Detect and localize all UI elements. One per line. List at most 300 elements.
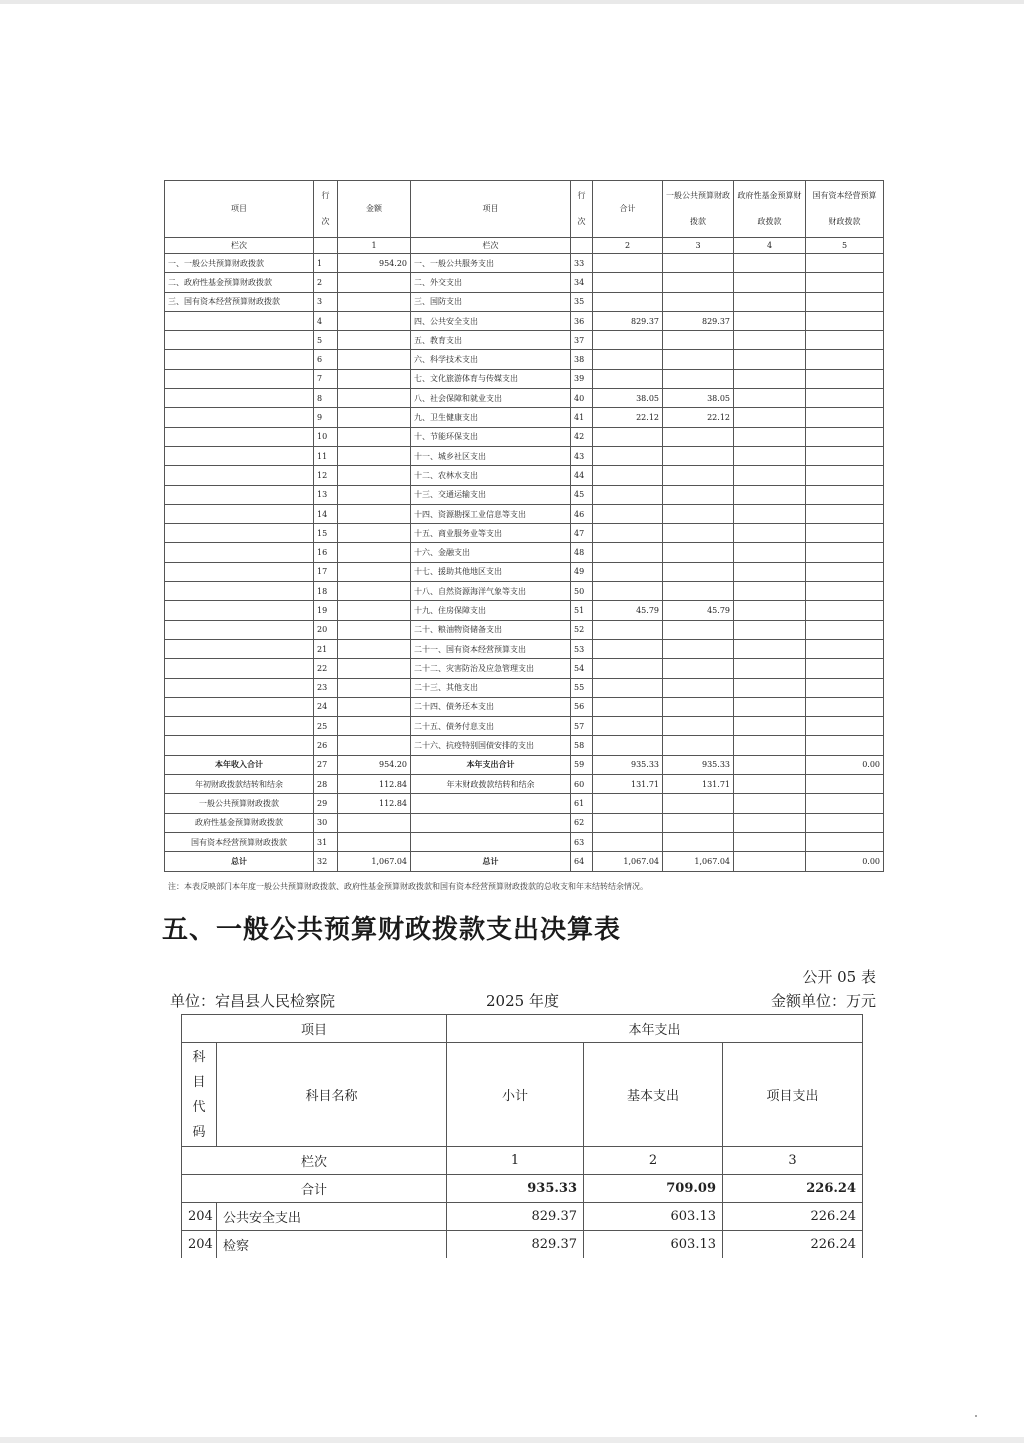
expense-item: 二十六、抗疫特别国债安排的支出 [411, 736, 571, 755]
line-number: 47 [571, 524, 593, 543]
line-number: 29 [314, 794, 338, 813]
expense-fund [734, 466, 806, 485]
income-amount [338, 736, 411, 755]
year-end-sum: 131.71 [593, 775, 663, 794]
expense-general [663, 292, 734, 311]
line-number: 11 [314, 446, 338, 465]
expense-general [663, 254, 734, 273]
expense-total [593, 292, 663, 311]
line-number: 17 [314, 562, 338, 581]
table-row [165, 427, 884, 446]
expense-item: 二十二、灾害防治及应急管理支出 [411, 659, 571, 678]
table2-total-row [182, 1175, 863, 1203]
expense-total [593, 427, 663, 446]
income-item [165, 427, 314, 446]
lanci-col-3: 3 [723, 1147, 863, 1175]
expense-item: 五、教育支出 [411, 331, 571, 350]
line-number: 23 [314, 678, 338, 697]
table-row [165, 717, 884, 736]
income-item: 一、一般公共预算财政拨款 [165, 254, 314, 273]
income-amount [338, 408, 411, 427]
basic-value: 603.13 [584, 1203, 723, 1231]
expense-total: 45.79 [593, 601, 663, 620]
expense-state [806, 582, 884, 601]
expense-general [663, 697, 734, 716]
header-project-expense: 项目支出 [723, 1043, 863, 1147]
expense-fund [734, 582, 806, 601]
line-number: 55 [571, 678, 593, 697]
expense-general [663, 273, 734, 292]
expense-fund [734, 408, 806, 427]
line-number: 15 [314, 524, 338, 543]
project-value: 226.24 [723, 1231, 863, 1259]
header-subject-code-text: 科目代码 [192, 1049, 206, 1140]
table-row [165, 273, 884, 292]
expense-state [806, 601, 884, 620]
subject-name: 公共安全支出 [217, 1203, 447, 1231]
fiscal-year: 2025 年度 [486, 992, 559, 1010]
income-item [165, 524, 314, 543]
section-title: 五、一般公共预算财政拨款支出决算表 [162, 915, 622, 945]
income-amount [338, 543, 411, 562]
income-item [165, 678, 314, 697]
income-amount [338, 562, 411, 581]
expense-item: 九、卫生健康支出 [411, 408, 571, 427]
expense-fund [734, 620, 806, 639]
line-number: 35 [571, 292, 593, 311]
expense-total-state: 0.00 [806, 755, 884, 774]
header-general-budget: 一般公共预算财政拨款 [663, 181, 734, 238]
income-total-amount: 954.20 [338, 755, 411, 774]
expense-state [806, 427, 884, 446]
table-row [165, 331, 884, 350]
expense-state [806, 697, 884, 716]
expense-fund [734, 311, 806, 330]
line-number: 5 [314, 331, 338, 350]
income-amount [338, 273, 411, 292]
table-row [165, 389, 884, 408]
expense-total [593, 446, 663, 465]
lanci-col-4: 4 [734, 238, 806, 254]
line-number: 40 [571, 389, 593, 408]
expense-fund [734, 697, 806, 716]
expense-fund [734, 485, 806, 504]
expense-total [593, 369, 663, 388]
subject-name: 检察 [217, 1231, 447, 1259]
expense-state [806, 446, 884, 465]
expense-state [806, 254, 884, 273]
income-item [165, 620, 314, 639]
income-amount [338, 369, 411, 388]
line-number: 12 [314, 466, 338, 485]
table2-lanci-row [182, 1147, 863, 1175]
grand-total-label-2: 总计 [411, 852, 571, 871]
line-number: 44 [571, 466, 593, 485]
line-number: 13 [314, 485, 338, 504]
income-item [165, 582, 314, 601]
expense-state [806, 350, 884, 369]
income-amount [338, 582, 411, 601]
expense-total-general: 935.33 [663, 755, 734, 774]
table-row [165, 408, 884, 427]
expense-fund [734, 543, 806, 562]
carryover-general-label: 一般公共预算财政拨款 [165, 794, 314, 813]
carryover-amount: 112.84 [338, 775, 411, 794]
income-amount [338, 466, 411, 485]
expense-fund [734, 427, 806, 446]
expense-total [593, 273, 663, 292]
page-edge-top [0, 0, 1024, 4]
general-budget-expenditure-table [181, 1014, 863, 1258]
table-row [165, 736, 884, 755]
total-basic: 709.09 [584, 1175, 723, 1203]
line-number: 8 [314, 389, 338, 408]
line-number: 31 [314, 832, 338, 851]
grand-total-sum: 1,067.04 [593, 852, 663, 871]
line-number: 20 [314, 620, 338, 639]
line-number: 28 [314, 775, 338, 794]
line-number: 61 [571, 794, 593, 813]
subject-code: 204 [182, 1231, 217, 1259]
expense-general [663, 659, 734, 678]
expense-total [593, 350, 663, 369]
line-number: 42 [571, 427, 593, 446]
expense-fund [734, 350, 806, 369]
income-amount [338, 292, 411, 311]
expense-general: 45.79 [663, 601, 734, 620]
expense-total: 22.12 [593, 408, 663, 427]
income-amount [338, 504, 411, 523]
table-row [165, 350, 884, 369]
expense-item: 二、外交支出 [411, 273, 571, 292]
lanci-col-2: 2 [584, 1147, 723, 1175]
carryover-label: 年初财政拨款结转和结余 [165, 775, 314, 794]
expense-item: 一、一般公共服务支出 [411, 254, 571, 273]
expense-item: 十八、自然资源海洋气象等支出 [411, 582, 571, 601]
expense-total [593, 582, 663, 601]
expense-general [663, 524, 734, 543]
header-subject-code [182, 1043, 217, 1147]
expense-general [663, 562, 734, 581]
line-number: 14 [314, 504, 338, 523]
expense-fund [734, 292, 806, 311]
income-amount [338, 678, 411, 697]
expense-total [593, 466, 663, 485]
header-line-2: 行次 [571, 181, 593, 238]
table-header-row [165, 181, 884, 238]
expense-total [593, 562, 663, 581]
year-end-general: 131.71 [663, 775, 734, 794]
total-subtotal: 935.33 [447, 1175, 584, 1203]
expense-general [663, 678, 734, 697]
expense-item: 二十一、国有资本经营预算支出 [411, 639, 571, 658]
expense-item: 三、国防支出 [411, 292, 571, 311]
grand-total-state: 0.00 [806, 852, 884, 871]
expense-item: 四、公共安全支出 [411, 311, 571, 330]
line-number: 62 [571, 813, 593, 832]
expense-general: 829.37 [663, 311, 734, 330]
expense-state [806, 292, 884, 311]
expense-general [663, 620, 734, 639]
expense-state [806, 331, 884, 350]
line-number: 49 [571, 562, 593, 581]
expense-state [806, 504, 884, 523]
expense-fund [734, 504, 806, 523]
total-label: 合计 [182, 1175, 447, 1203]
expense-general [663, 485, 734, 504]
expense-state [806, 273, 884, 292]
header-item-2: 项目 [411, 181, 571, 238]
line-number: 53 [571, 639, 593, 658]
line-number: 36 [571, 311, 593, 330]
line-number: 51 [571, 601, 593, 620]
expense-item: 十、节能环保支出 [411, 427, 571, 446]
expense-general: 38.05 [663, 389, 734, 408]
carryover-state-label: 国有资本经营预算财政拨款 [165, 832, 314, 851]
income-amount [338, 331, 411, 350]
header-item: 项目 [182, 1015, 447, 1043]
income-item: 二、政府性基金预算财政拨款 [165, 273, 314, 292]
expense-total-label: 本年支出合计 [411, 755, 571, 774]
income-item [165, 601, 314, 620]
expense-general [663, 717, 734, 736]
expense-state [806, 389, 884, 408]
expense-state [806, 466, 884, 485]
table-row [165, 311, 884, 330]
amount-unit: 金额单位：万元 [770, 992, 876, 1010]
line-number: 60 [571, 775, 593, 794]
scan-speck [975, 1415, 977, 1417]
expense-state [806, 369, 884, 388]
expense-state [806, 620, 884, 639]
line-number: 56 [571, 697, 593, 716]
income-amount [338, 524, 411, 543]
income-amount [338, 446, 411, 465]
project-value: 226.24 [723, 1203, 863, 1231]
line-number: 3 [314, 292, 338, 311]
expense-item: 六、科学技术支出 [411, 350, 571, 369]
line-number: 1 [314, 254, 338, 273]
expense-general [663, 427, 734, 446]
income-amount [338, 697, 411, 716]
income-amount [338, 485, 411, 504]
expense-item: 十九、住房保障支出 [411, 601, 571, 620]
lanci-col-1: 1 [447, 1147, 584, 1175]
expense-fund [734, 254, 806, 273]
table-row [165, 620, 884, 639]
expense-item: 七、文化旅游体育与传媒支出 [411, 369, 571, 388]
income-item [165, 466, 314, 485]
line-number: 25 [314, 717, 338, 736]
expense-fund [734, 524, 806, 543]
income-item [165, 389, 314, 408]
expense-state [806, 639, 884, 658]
expense-fund [734, 678, 806, 697]
expense-fund [734, 273, 806, 292]
table-row [165, 562, 884, 581]
income-item [165, 446, 314, 465]
expense-total [593, 254, 663, 273]
expense-general [663, 736, 734, 755]
expense-item: 二十五、债务付息支出 [411, 717, 571, 736]
grand-total-general: 1,067.04 [663, 852, 734, 871]
income-item [165, 639, 314, 658]
line-number: 59 [571, 755, 593, 774]
expense-item: 十六、金融支出 [411, 543, 571, 562]
expense-general [663, 466, 734, 485]
line-number: 43 [571, 446, 593, 465]
line-number: 27 [314, 755, 338, 774]
line-number: 10 [314, 427, 338, 446]
line-number: 52 [571, 620, 593, 639]
header-amount: 金额 [338, 181, 411, 238]
line-number: 46 [571, 504, 593, 523]
line-number: 38 [571, 350, 593, 369]
income-item [165, 697, 314, 716]
subtotal-value: 829.37 [447, 1231, 584, 1259]
lanci-label: 栏次 [165, 238, 314, 254]
expense-general [663, 543, 734, 562]
expense-total-sum: 935.33 [593, 755, 663, 774]
income-item [165, 504, 314, 523]
income-item [165, 485, 314, 504]
expense-item: 二十四、债务还本支出 [411, 697, 571, 716]
header-subject-name: 科目名称 [217, 1043, 447, 1147]
income-amount [338, 659, 411, 678]
expense-fund [734, 659, 806, 678]
income-item [165, 350, 314, 369]
subject-code: 204 [182, 1203, 217, 1231]
header-line: 行次 [314, 181, 338, 238]
expense-state [806, 485, 884, 504]
expense-total [593, 543, 663, 562]
expense-total: 829.37 [593, 311, 663, 330]
income-item [165, 562, 314, 581]
expense-total [593, 485, 663, 504]
line-number: 41 [571, 408, 593, 427]
table-row [165, 543, 884, 562]
income-amount [338, 427, 411, 446]
expense-state [806, 562, 884, 581]
expense-total [593, 678, 663, 697]
header-item: 项目 [165, 181, 314, 238]
line-number: 50 [571, 582, 593, 601]
year-end-label: 年末财政拨款结转和结余 [411, 775, 571, 794]
income-item [165, 717, 314, 736]
line-number: 33 [571, 254, 593, 273]
expense-item: 十四、资源勘探工业信息等支出 [411, 504, 571, 523]
expense-total [593, 504, 663, 523]
expense-fund [734, 601, 806, 620]
table-code: 公开 05 表 [802, 968, 876, 986]
header-fund-budget: 政府性基金预算财政拨款 [734, 181, 806, 238]
grand-total-amount: 1,067.04 [338, 852, 411, 871]
line-number: 24 [314, 697, 338, 716]
carryover-fund-label: 政府性基金预算财政拨款 [165, 813, 314, 832]
lanci-label: 栏次 [182, 1147, 447, 1175]
income-amount: 954.20 [338, 254, 411, 273]
grand-total-row [165, 852, 884, 871]
subtotal-value: 829.37 [447, 1203, 584, 1231]
page-edge-bottom [0, 1437, 1024, 1443]
income-amount [338, 311, 411, 330]
expense-total [593, 639, 663, 658]
expense-fund [734, 639, 806, 658]
expense-general: 22.12 [663, 408, 734, 427]
expense-item: 十五、商业服务业等支出 [411, 524, 571, 543]
fiscal-summary-table [164, 180, 884, 872]
reporting-unit: 单位：宕昌县人民检察院 [170, 992, 336, 1010]
expense-state [806, 408, 884, 427]
lanci-col-5: 5 [806, 238, 884, 254]
income-item [165, 659, 314, 678]
expense-general [663, 369, 734, 388]
income-item: 三、国有资本经营预算财政拨款 [165, 292, 314, 311]
expense-item: 二十三、其他支出 [411, 678, 571, 697]
line-number: 58 [571, 736, 593, 755]
table-row [165, 524, 884, 543]
line-number: 21 [314, 639, 338, 658]
header-total: 合计 [593, 181, 663, 238]
table-row [165, 254, 884, 273]
line-number: 9 [314, 408, 338, 427]
basic-value: 603.13 [584, 1231, 723, 1259]
expense-fund [734, 562, 806, 581]
line-number: 32 [314, 852, 338, 871]
table-row [165, 582, 884, 601]
expense-general [663, 446, 734, 465]
line-number: 63 [571, 832, 593, 851]
carryover-general-row [165, 794, 884, 813]
table-row [165, 292, 884, 311]
income-item [165, 736, 314, 755]
header-basic-expense: 基本支出 [584, 1043, 723, 1147]
income-amount [338, 389, 411, 408]
line-number: 34 [571, 273, 593, 292]
line-number: 48 [571, 543, 593, 562]
expense-item: 十三、交通运输支出 [411, 485, 571, 504]
line-number: 4 [314, 311, 338, 330]
income-total-row [165, 755, 884, 774]
line-number: 64 [571, 852, 593, 871]
lanci-col-2: 2 [593, 238, 663, 254]
line-number: 30 [314, 813, 338, 832]
line-number: 7 [314, 369, 338, 388]
lanci-row [165, 238, 884, 254]
expense-fund [734, 446, 806, 465]
table-row [165, 639, 884, 658]
expense-item: 十二、农林水支出 [411, 466, 571, 485]
total-project: 226.24 [723, 1175, 863, 1203]
expense-item: 十一、城乡社区支出 [411, 446, 571, 465]
expense-item: 二十、粮油物资储备支出 [411, 620, 571, 639]
income-amount [338, 620, 411, 639]
carryover-state-row [165, 832, 884, 851]
line-number: 54 [571, 659, 593, 678]
lanci-label-2: 栏次 [411, 238, 571, 254]
line-number: 26 [314, 736, 338, 755]
expense-state [806, 311, 884, 330]
table-row [165, 485, 884, 504]
table2-subheader-row [182, 1043, 863, 1147]
expense-state [806, 717, 884, 736]
carryover-fund-row [165, 813, 884, 832]
header-state-capital-budget: 国有资本经营预算财政拨款 [806, 181, 884, 238]
income-item [165, 311, 314, 330]
income-item [165, 369, 314, 388]
carryover-general-amount: 112.84 [338, 794, 411, 813]
expense-general [663, 504, 734, 523]
